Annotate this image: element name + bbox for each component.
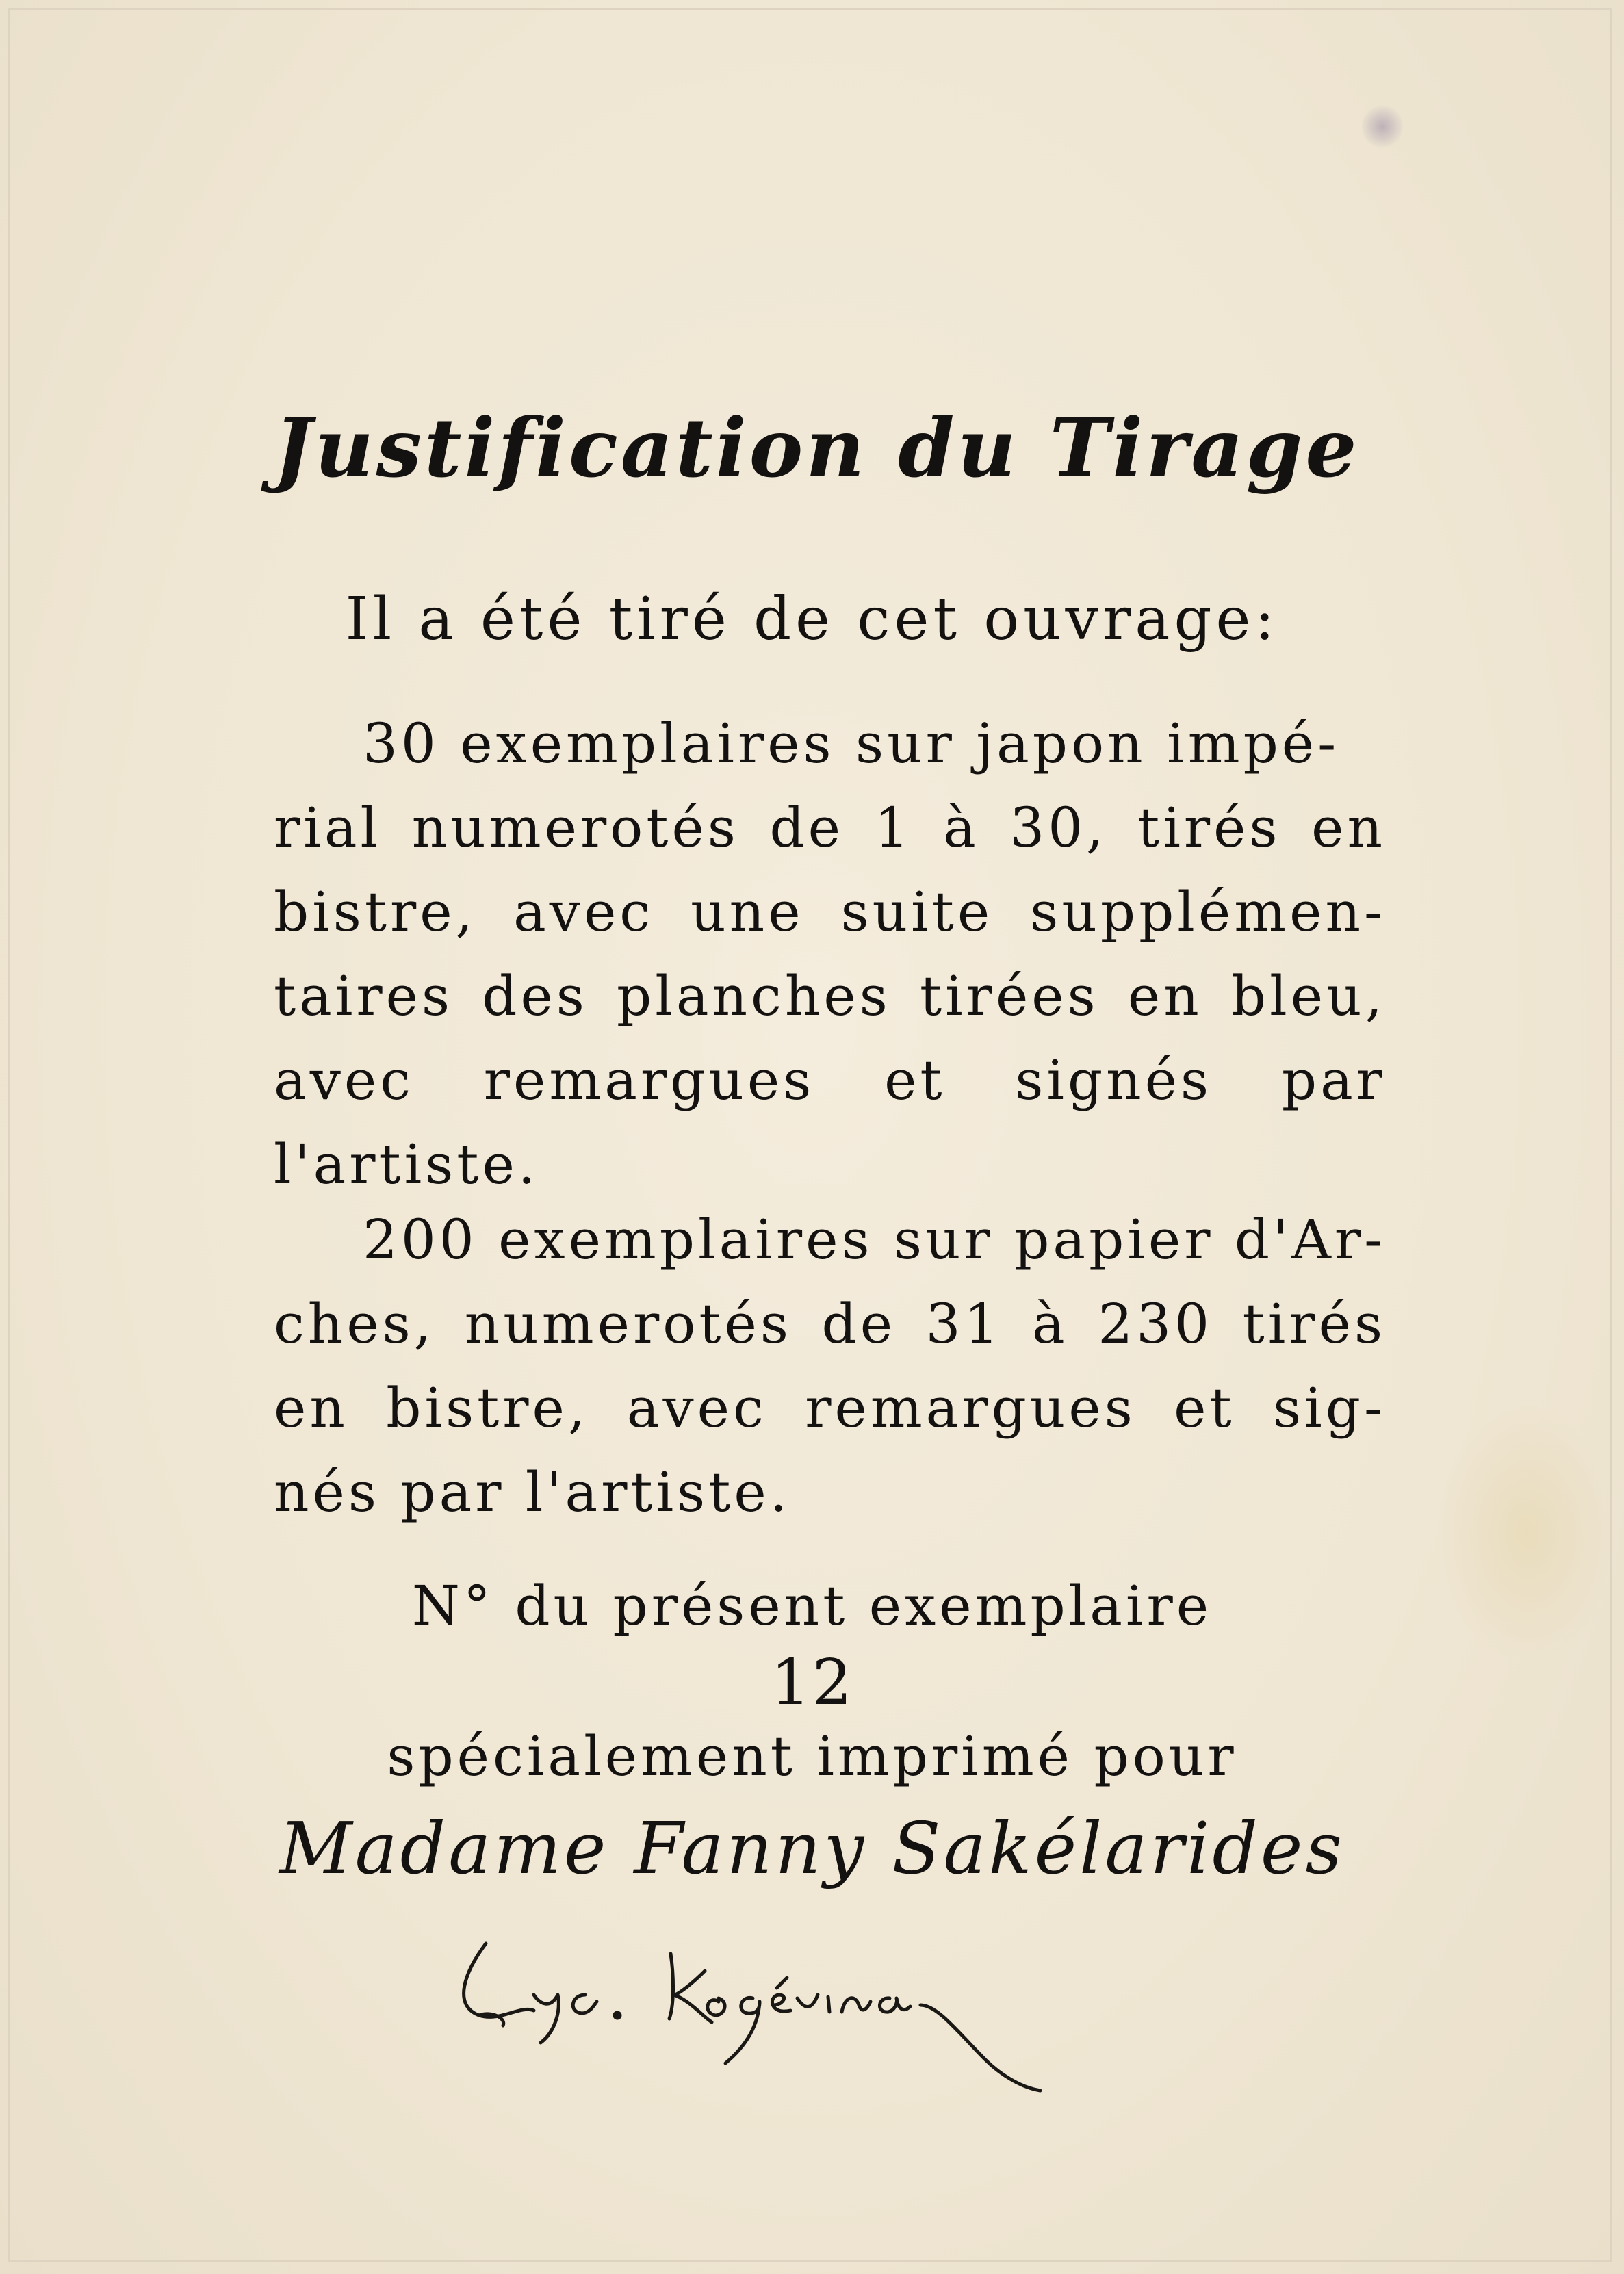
text-line-6: l'artiste.	[274, 1133, 539, 1196]
paper-stain	[1437, 1403, 1615, 1663]
text-line-3: bistre, avec une suite supplémen-	[274, 880, 1386, 944]
ink-smudge	[1362, 103, 1403, 151]
text-line-4: taires des planches tirées en bleu,	[274, 964, 1386, 1028]
paper-border	[8, 8, 1612, 2262]
copy-label: N° du présent exemplaire	[411, 1574, 1213, 1638]
copy-number: 12	[770, 1646, 854, 1719]
text-line-2: rial numerotés de 1 à 30, tirés en	[274, 796, 1386, 860]
text-line-7: 200 exemplaires sur papier d'Ar-	[363, 1208, 1387, 1271]
dedicatee-name: Madame Fanny Sakélarides	[279, 1807, 1345, 1890]
intro-line: Il a été tiré de cet ouvrage:	[345, 585, 1279, 654]
text-line-8: ches, numerotés de 31 à 230 tirés	[274, 1292, 1386, 1356]
dedication-line: spécialement imprimé pour	[387, 1724, 1237, 1788]
text-line-10: nés par l'artiste.	[274, 1460, 791, 1524]
text-line-9: en bistre, avec remargues et sig-	[274, 1376, 1386, 1440]
text-line-1: 30 exemplaires sur japon impé-	[363, 712, 1340, 775]
text-line-5: avec remargues et signés par	[274, 1048, 1386, 1112]
document-title: Justification du Tirage	[274, 400, 1360, 495]
artist-signature	[438, 1930, 1122, 2108]
